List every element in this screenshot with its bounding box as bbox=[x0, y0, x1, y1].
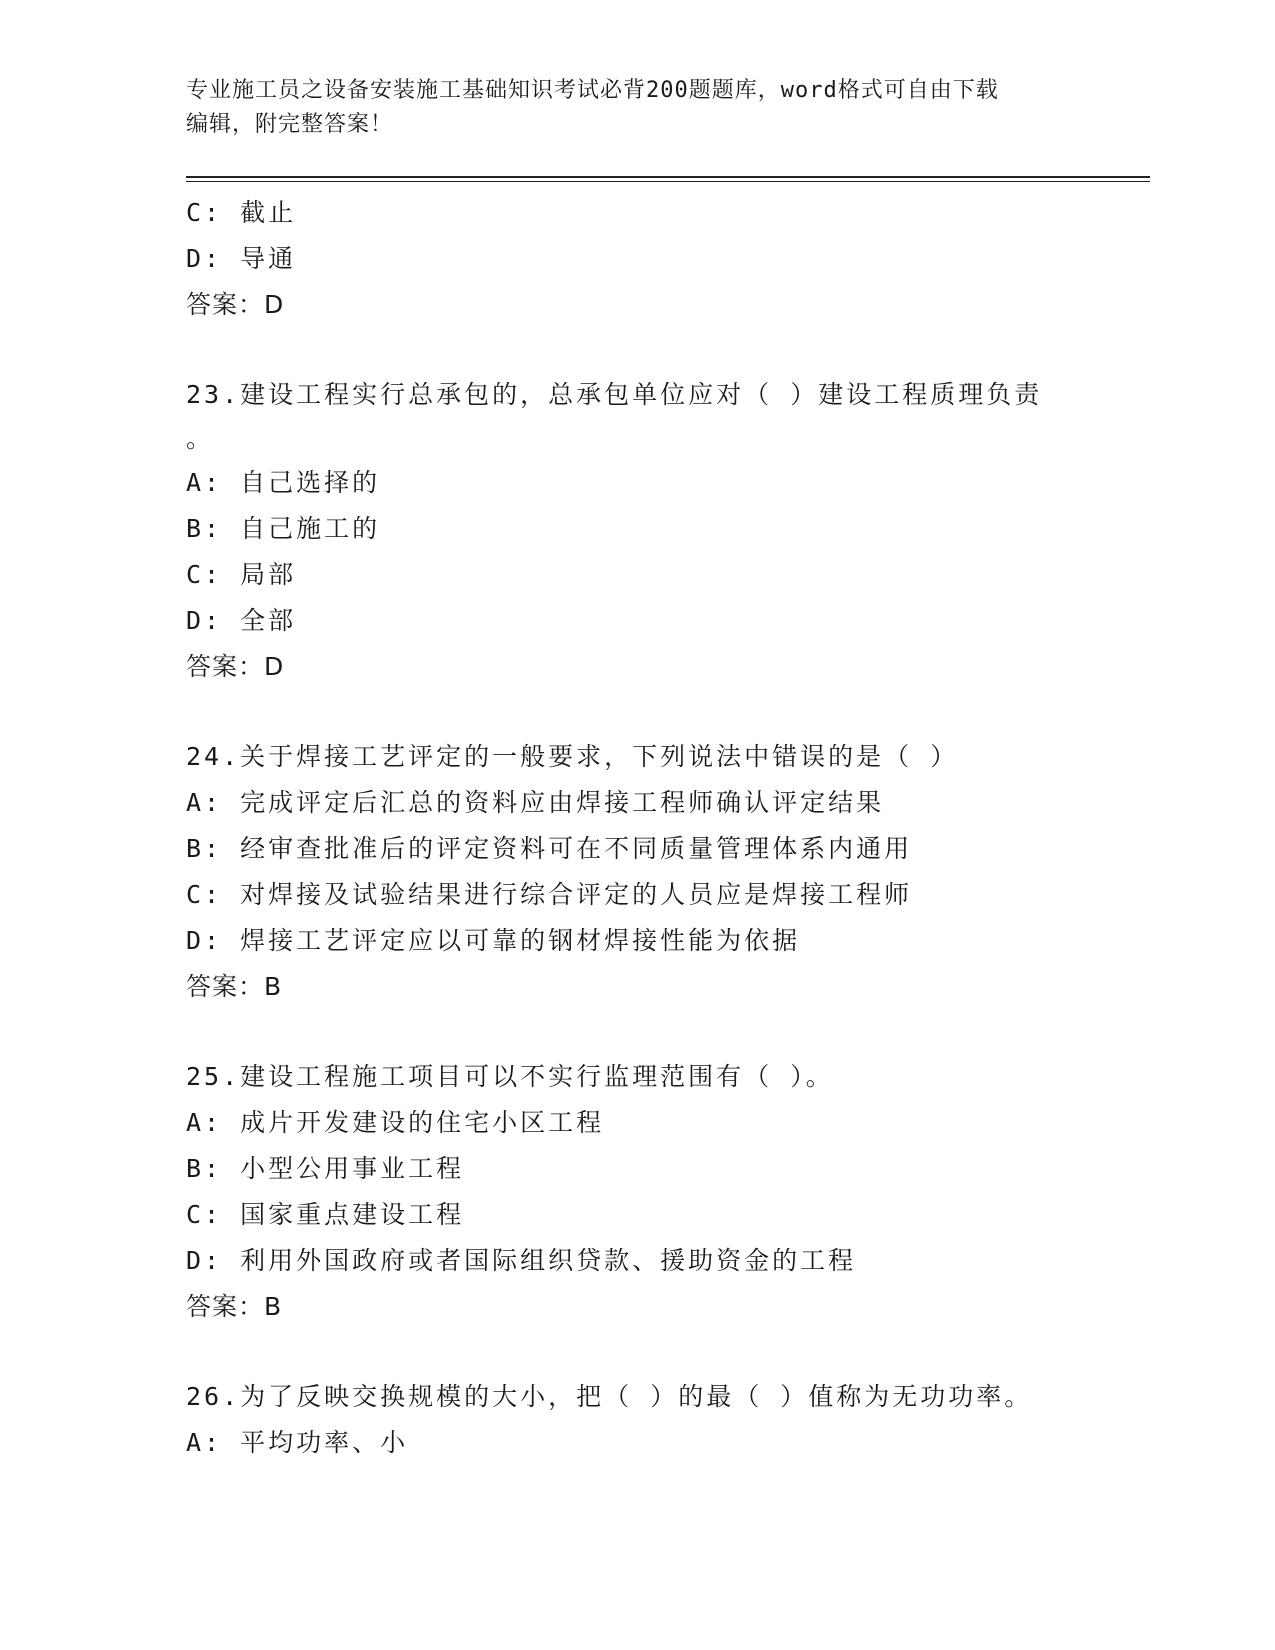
question-25 bbox=[186, 1054, 1086, 1330]
question-23 bbox=[186, 372, 1086, 690]
question-stem-line-2: 。 bbox=[186, 424, 215, 453]
option-d: D: 全部 bbox=[186, 606, 297, 635]
header-divider-thin bbox=[186, 181, 1150, 182]
option-d: D: 焊接工艺评定应以可靠的钢材焊接性能为依据 bbox=[186, 926, 801, 955]
option-c: C: 截止 bbox=[186, 198, 297, 227]
header-divider-thick bbox=[186, 176, 1150, 178]
spacer bbox=[186, 690, 1086, 734]
option-b: B: 自己施工的 bbox=[186, 514, 381, 543]
option-b: B: 小型公用事业工程 bbox=[186, 1154, 465, 1183]
option-a: A: 完成评定后汇总的资料应由焊接工程师确认评定结果 bbox=[186, 788, 885, 817]
question-22-tail bbox=[186, 190, 1086, 328]
spacer bbox=[186, 328, 1086, 372]
option-a: A: 成片开发建设的住宅小区工程 bbox=[186, 1108, 605, 1137]
option-a: A: 平均功率、小 bbox=[186, 1428, 409, 1457]
question-stem: 26.为了反映交换规模的大小，把（ ）的最（ ）值称为无功功率。 bbox=[186, 1382, 1033, 1411]
option-d: D: 利用外国政府或者国际组织贷款、援助资金的工程 bbox=[186, 1246, 857, 1275]
question-stem: 25.建设工程施工项目可以不实行监理范围有（ ）。 bbox=[186, 1062, 834, 1091]
header-title-line-1: 专业施工员之设备安装施工基础知识考试必背200题题库，word格式可自由下载 bbox=[186, 78, 999, 103]
document-header bbox=[186, 74, 1086, 142]
spacer bbox=[186, 1010, 1086, 1054]
question-stem bbox=[186, 372, 1086, 460]
option-d: D: 导通 bbox=[186, 244, 297, 273]
question-24 bbox=[186, 734, 1086, 1010]
option-a: A: 自己选择的 bbox=[186, 468, 381, 497]
answer: 答案：B bbox=[186, 1292, 283, 1321]
question-list bbox=[186, 190, 1086, 1466]
question-26 bbox=[186, 1374, 1086, 1466]
question-stem-line-1: 23.建设工程实行总承包的，总承包单位应对（ ）建设工程质理负责 bbox=[186, 380, 1043, 409]
option-c: C: 国家重点建设工程 bbox=[186, 1200, 465, 1229]
option-c: C: 对焊接及试验结果进行综合评定的人员应是焊接工程师 bbox=[186, 880, 913, 909]
answer: 答案：D bbox=[186, 652, 285, 681]
question-stem: 24.关于焊接工艺评定的一般要求，下列说法中错误的是（ ） bbox=[186, 742, 959, 771]
spacer bbox=[186, 1330, 1086, 1374]
answer: 答案：B bbox=[186, 972, 283, 1001]
answer: 答案：D bbox=[186, 290, 285, 319]
header-title-line-2: 编辑，附完整答案！ bbox=[186, 112, 394, 137]
option-c: C: 局部 bbox=[186, 560, 297, 589]
option-b: B: 经审查批准后的评定资料可在不同质量管理体系内通用 bbox=[186, 834, 913, 863]
